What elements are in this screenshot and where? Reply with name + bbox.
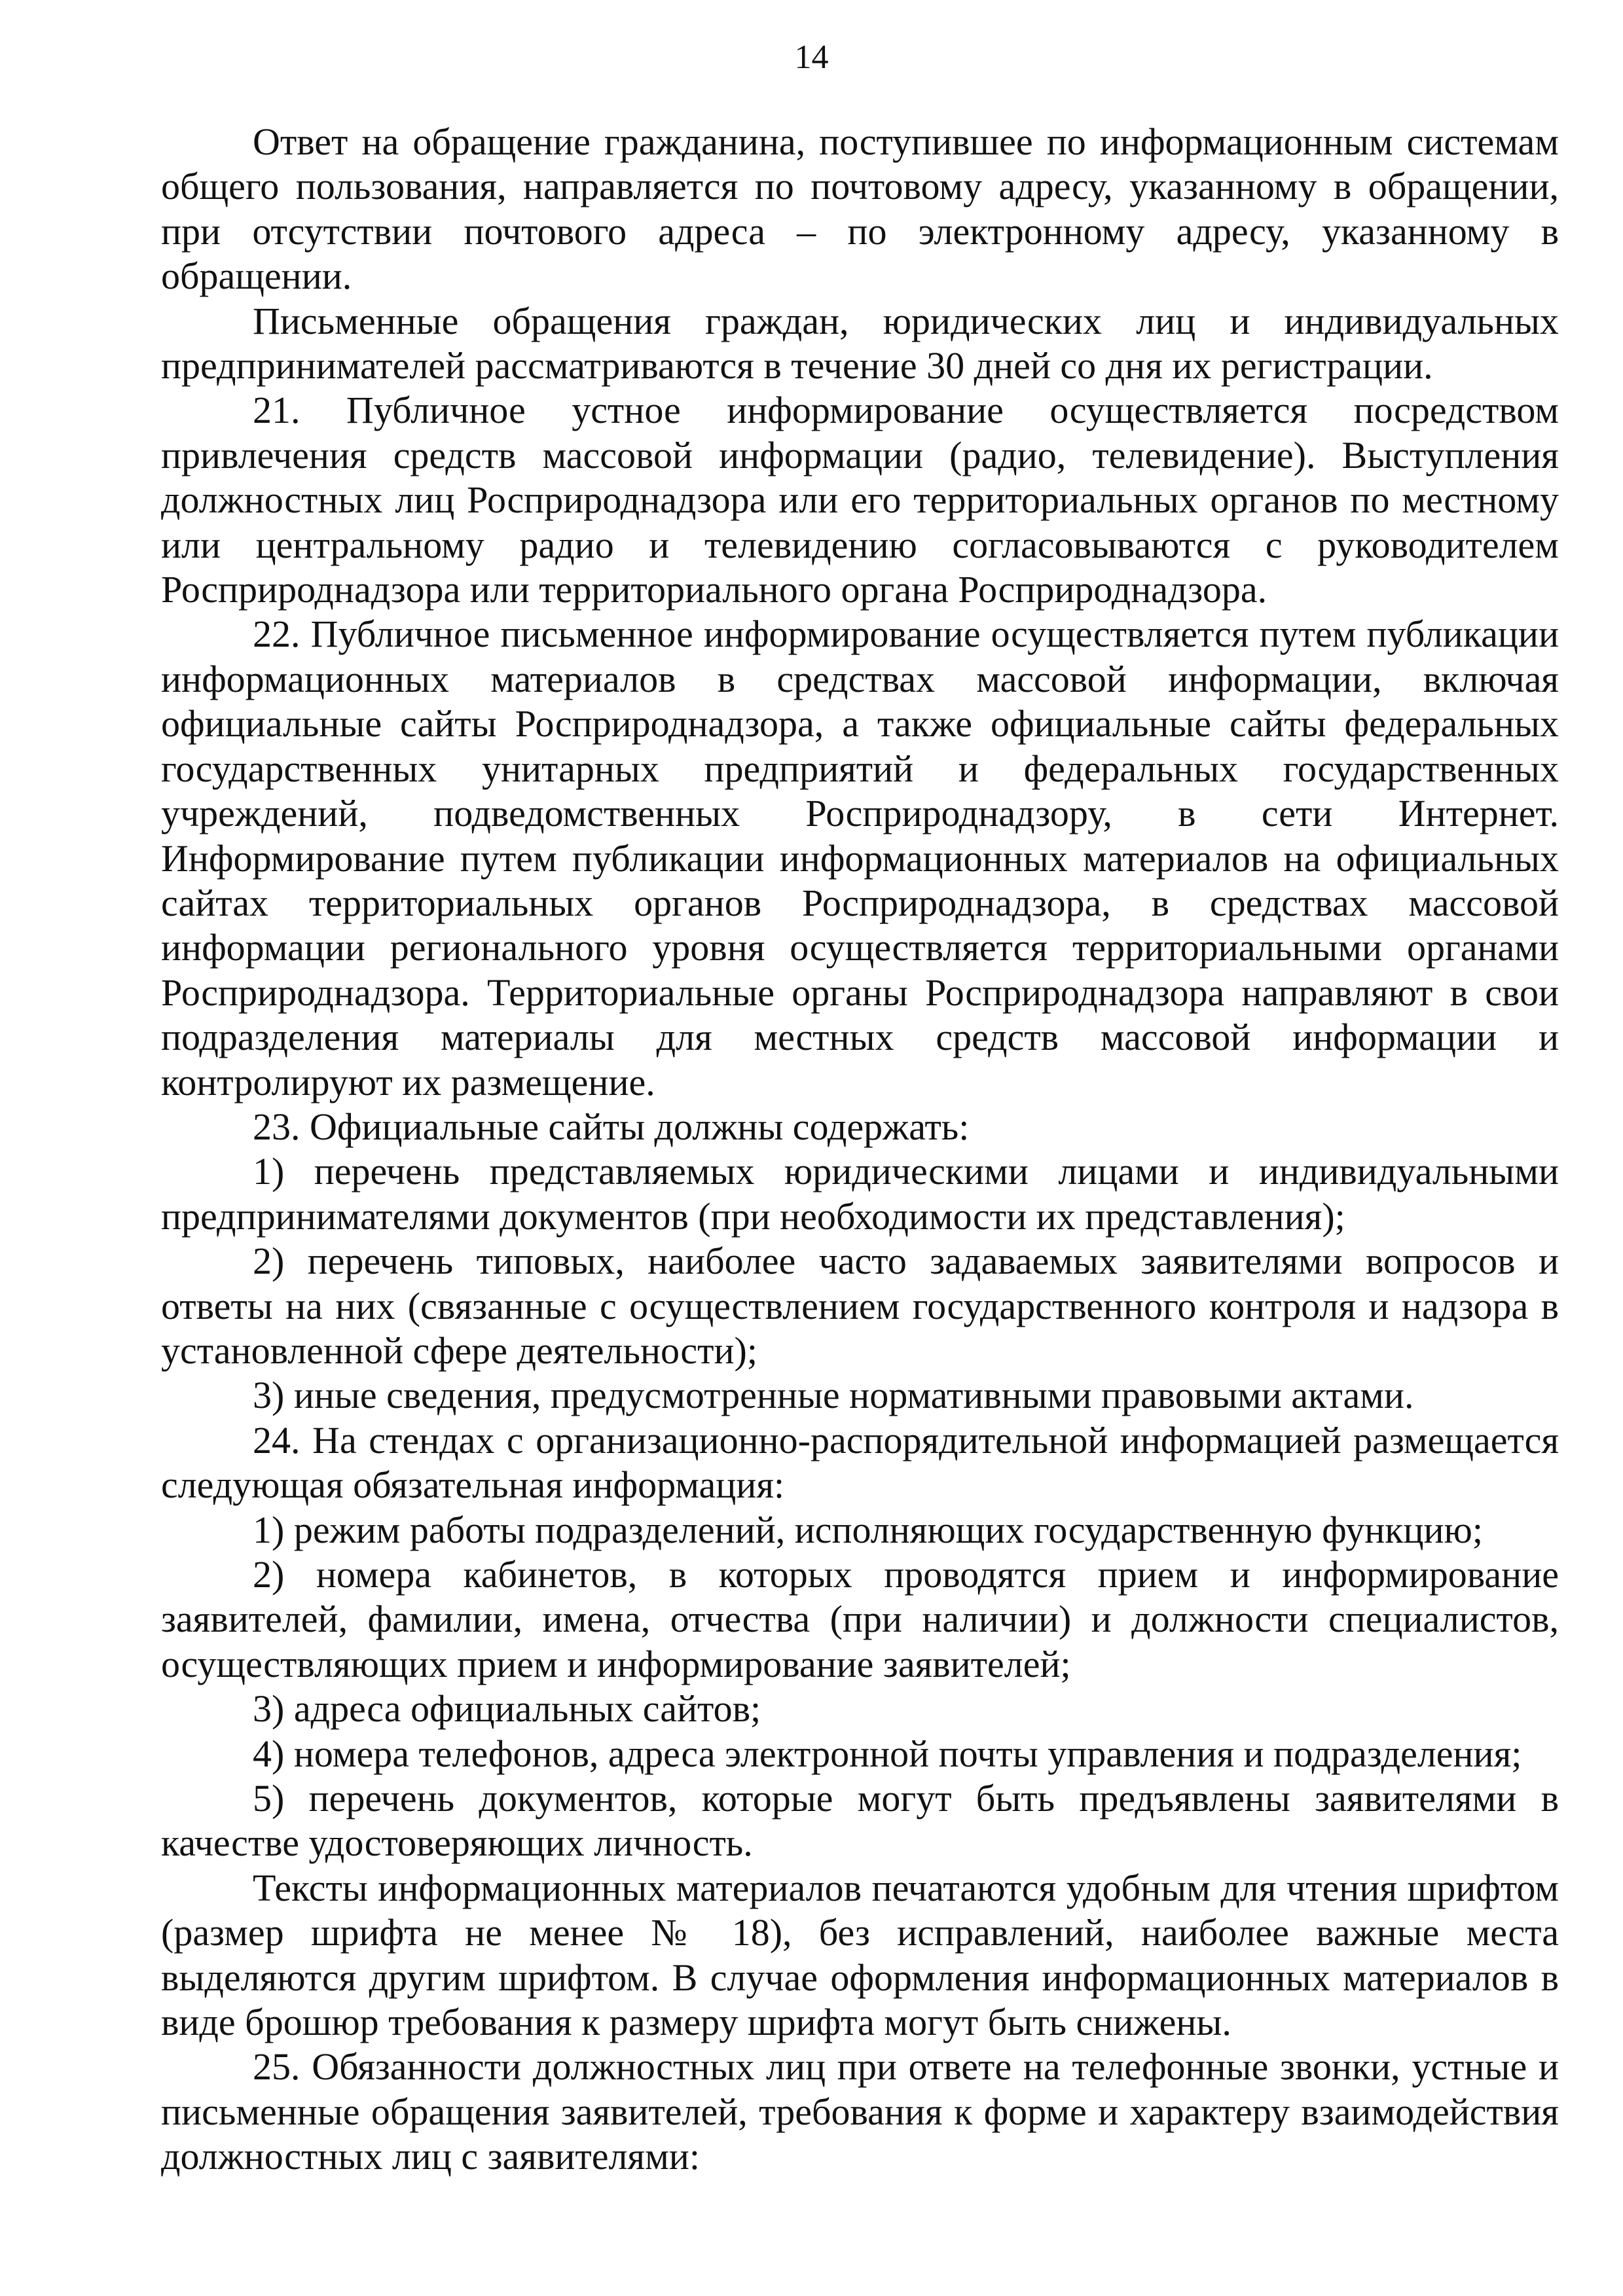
paragraph-21: 21. Публичное устное информирование осуществляется посредством привлечения средств массовой информации (радио, телевидение). Выступления должностных лиц Росприроднадзора или его территориальных органов по местному или центральному радио и телевидению согласовываются с руководителем Росприроднадзора или территориального органа Росприроднадзора. (161, 389, 1559, 611)
list-item-24-2: 2) номера кабинетов, в которых проводятся прием и информирование заявителей, фамилии, имена, отчества (при наличии) и должности специалистов, осуществляющих прием и информирование заявителей; (161, 1553, 1559, 1685)
paragraph-font-requirements: Тексты информационных материалов печатаются удобным для чтения шрифтом (размер шрифта не менее № 18), без исправлений, наиболее важные места выделяются другим шрифтом. В случае оформления информационных материалов в виде брошюр требования к размеру шрифта могут быть снижены. (161, 1866, 1559, 2044)
list-item-24-1: 1) режим работы подразделений, исполняющих государственную функцию; (253, 1508, 1483, 1551)
list-item-23-3: 3) иные сведения, предусмотренные нормативными правовыми актами. (253, 1374, 1414, 1417)
paragraph-25: 25. Обязанности должностных лиц при ответе на телефонные звонки, устные и письменные обращения заявителей, требования к форме и характеру взаимодействия должностных лиц с заявителями: (161, 2045, 1559, 2178)
document-body (161, 120, 1559, 2179)
list-item-23-2: 2) перечень типовых, наиболее часто задаваемых заявителями вопросов и ответы на них (связанные с осуществлением государственного контроля и надзора в установленной сфере деятельности); (161, 1240, 1559, 1372)
paragraph-written-requests: Письменные обращения граждан, юридических лиц и индивидуальных предпринимателей рассматриваются в течение 30 дней со дня их регистрации. (161, 299, 1559, 387)
paragraph-22: 22. Публичное письменное информирование осуществляется путем публикации информационных материалов в средствах массовой информации, включая официальные сайты Росприроднадзора, а также официальные сайты федеральных государственных унитарных предприятий и федеральных государственных учреждений, подведомственных Росприроднадзору, в сети Интернет. Информирование путем публикации информационных материалов на официальных сайтах территориальных органов Росприроднадзора, в средствах массовой информации регионального уровня осуществляется территориальными органами Росприроднадзора. Территориальные органы Росприроднадзора направляют в свои подразделения материалы для местных средств массовой информации и контролируют их размещение. (161, 613, 1559, 1103)
paragraph-reply-info-systems: Ответ на обращение гражданина, поступившее по информационным системам общего пользования, направляется по почтовому адресу, указанному в обращении, при отсутствии почтового адреса – по электронному адресу, указанному в обращении. (161, 120, 1559, 298)
paragraph-24: 24. На стендах с организационно-распорядительной информацией размещается следующая обязательная информация: (161, 1418, 1559, 1507)
list-item-24-4: 4) номера телефонов, адреса электронной почты управления и подразделения; (253, 1732, 1522, 1775)
paragraph-23: 23. Официальные сайты должны содержать: (253, 1105, 970, 1148)
list-item-24-5: 5) перечень документов, которые могут быть предъявлены заявителями в качестве удостоверяющих личность. (161, 1777, 1559, 1865)
page-number: 14 (794, 39, 829, 76)
list-item-23-1: 1) перечень представляемых юридическими лицами и индивидуальными предпринимателями документов (при необходимости их представления); (161, 1150, 1559, 1238)
list-item-24-3: 3) адреса официальных сайтов; (253, 1687, 761, 1731)
